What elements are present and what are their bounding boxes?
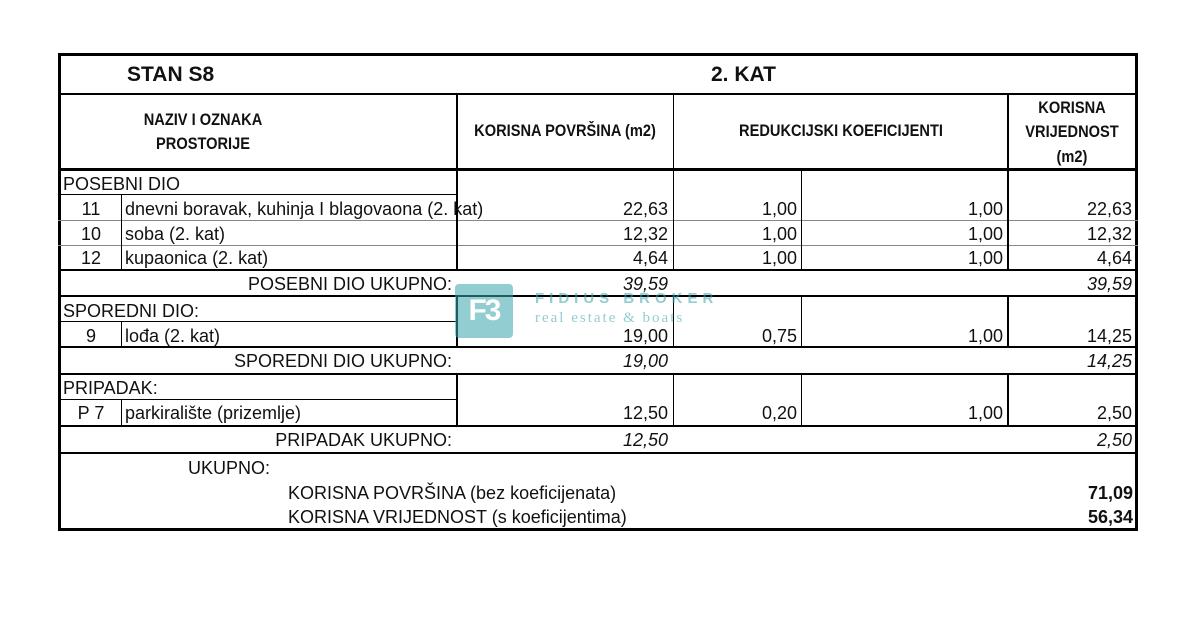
summary-area-value: 71,09: [1087, 483, 1133, 503]
column-header-name: PROSTORIJE: [156, 134, 250, 153]
room-name: dnevni boravak, kuhinja I blagovaona (2. kat): [125, 199, 484, 219]
table-border-right: [1135, 53, 1138, 531]
subtotal-value: 2,50: [1096, 430, 1132, 450]
divider: [1007, 297, 1009, 347]
room-coefficient-2: 1,00: [967, 326, 1003, 346]
divider: [58, 269, 1138, 271]
column-header-name: NAZIV I OZNAKA: [143, 110, 263, 129]
column-header-value: VRIJEDNOST: [1025, 122, 1119, 141]
subtotal-label: SPOREDNI DIO UKUPNO:: [233, 351, 452, 371]
divider: [58, 399, 458, 400]
divider: [121, 322, 122, 347]
room-coefficient-2: 1,00: [967, 199, 1003, 219]
divider: [456, 171, 458, 271]
divider: [801, 297, 802, 347]
room-area: 22,63: [622, 199, 668, 219]
room-name: parkiralište (prizemlje): [125, 403, 302, 423]
room-area: 12,50: [622, 403, 668, 423]
room-name: soba (2. kat): [125, 224, 226, 244]
divider: [1007, 171, 1009, 270]
room-value: 22,63: [1086, 199, 1132, 219]
room-coefficient-2: 1,00: [967, 248, 1003, 268]
watermark-logo: F3: [455, 284, 513, 338]
subtotal-label: PRIPADAK UKUPNO:: [275, 430, 452, 450]
summary-value-label: KORISNA VRIJEDNOST (s koeficijentima): [288, 507, 627, 527]
floor-title: 2. KAT: [711, 63, 776, 86]
column-header-value: (m2): [1056, 147, 1088, 166]
room-value: 12,32: [1086, 224, 1132, 244]
divider: [1007, 375, 1009, 425]
room-number: 9: [85, 326, 96, 346]
divider: [121, 400, 122, 425]
room-name: lođa (2. kat): [125, 326, 221, 346]
watermark-tagline: real estate & boats: [535, 310, 685, 326]
divider: [801, 375, 802, 425]
room-coefficient-2: 1,00: [967, 224, 1003, 244]
divider: [121, 195, 122, 270]
divider: [456, 375, 458, 426]
subtotal-area: 19,00: [622, 351, 668, 371]
room-name: kupaonica (2. kat): [125, 248, 269, 268]
room-area: 12,32: [622, 224, 668, 244]
divider: [58, 168, 1138, 171]
column-header-coefficients: REDUKCIJSKI KOEFICIJENTI: [739, 121, 943, 140]
summary-label: UKUPNO:: [188, 458, 271, 478]
section-title-posebni: POSEBNI DIO: [63, 174, 181, 194]
divider: [673, 375, 674, 425]
section-title-pripadak: PRIPADAK:: [63, 378, 158, 398]
divider: [673, 95, 674, 169]
divider: [58, 373, 1138, 375]
divider: [58, 245, 1138, 246]
room-area: 4,64: [632, 248, 668, 268]
watermark: [455, 284, 745, 340]
divider: [673, 171, 674, 270]
room-coefficient-1: 0,20: [761, 403, 797, 423]
room-number: 11: [81, 199, 101, 219]
divider: [58, 425, 1138, 427]
subtotal-area: 39,59: [622, 274, 668, 294]
room-coefficient-1: 1,00: [761, 199, 797, 219]
room-value: 14,25: [1086, 326, 1132, 346]
subtotal-area: 12,50: [622, 430, 668, 450]
room-area: 19,00: [622, 326, 668, 346]
divider: [58, 93, 1138, 95]
column-header-area: KORISNA POVRŠINA (m2): [474, 121, 656, 140]
divider: [1007, 95, 1009, 169]
divider: [456, 95, 458, 169]
divider: [58, 220, 1138, 221]
watermark-brand: FIDIUS BROKER: [535, 290, 719, 307]
divider: [58, 452, 1138, 454]
divider: [801, 171, 802, 270]
room-coefficient-1: 1,00: [761, 248, 797, 268]
room-value: 4,64: [1096, 248, 1132, 268]
table-border-left: [58, 53, 61, 531]
room-number: 12: [80, 248, 102, 268]
table-border-bottom: [58, 528, 1138, 531]
subtotal-value: 39,59: [1086, 274, 1132, 294]
room-coefficient-1: 0,75: [761, 326, 797, 346]
room-coefficient-2: 1,00: [967, 403, 1003, 423]
room-number: P 7: [77, 403, 105, 423]
room-coefficient-1: 1,00: [761, 224, 797, 244]
summary-value-value: 56,34: [1087, 507, 1133, 527]
section-title-sporedni: SPOREDNI DIO:: [63, 301, 200, 321]
unit-title: STAN S8: [127, 63, 215, 86]
column-header-value: KORISNA: [1038, 98, 1106, 117]
room-number: 10: [80, 224, 102, 244]
subtotal-label: POSEBNI DIO UKUPNO:: [247, 274, 452, 294]
table-border-top: [58, 53, 1138, 56]
room-value: 2,50: [1096, 403, 1132, 423]
subtotal-value: 14,25: [1086, 351, 1132, 371]
summary-area-label: KORISNA POVRŠINA (bez koeficijenata): [288, 483, 617, 503]
